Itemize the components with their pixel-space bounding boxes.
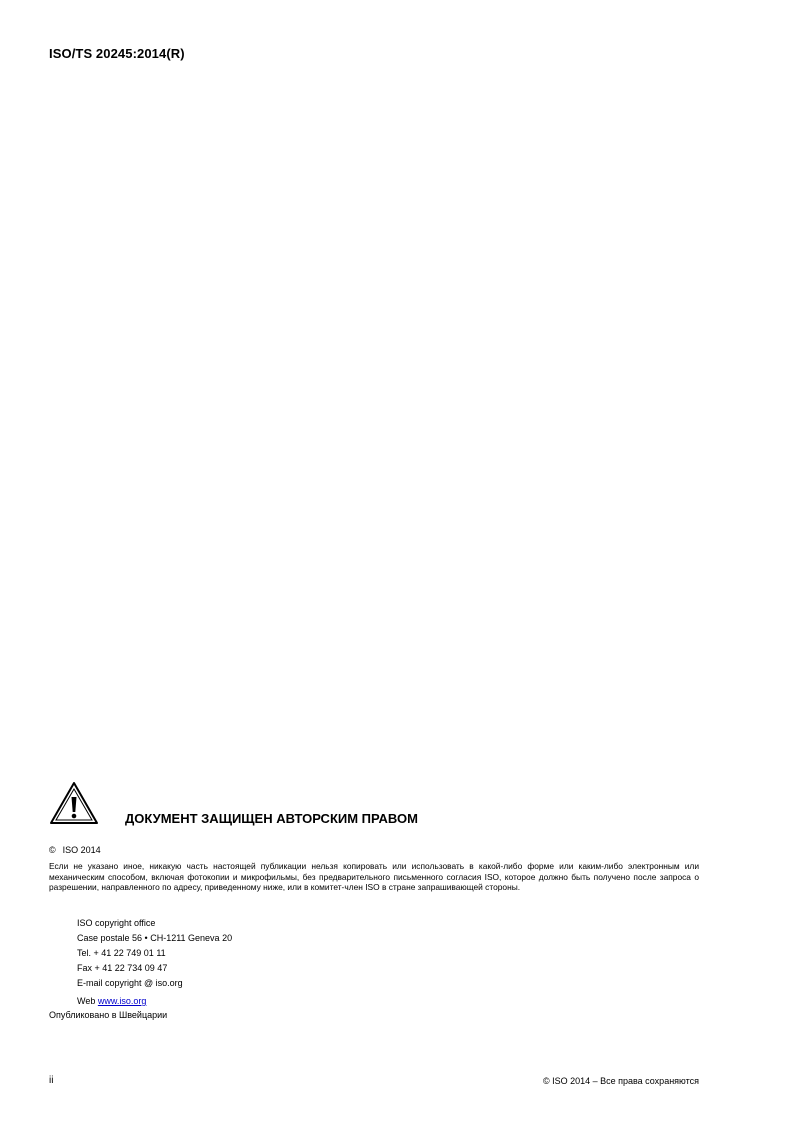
published-in: Опубликовано в Швейцарии — [49, 1010, 168, 1020]
warning-title: ДОКУМЕНТ ЗАЩИЩЕН АВТОРСКИМ ПРАВОМ — [125, 811, 418, 826]
document-id-header: ISO/TS 20245:2014(R) — [49, 46, 185, 61]
address-email: E-mail copyright @ iso.org — [77, 978, 183, 988]
page-number: ii — [49, 1075, 54, 1086]
web-line — [77, 996, 146, 1006]
copyright-text: ISO 2014 — [62, 845, 101, 855]
copyright-notice: Если не указано иное, никакую часть настоящей публикации нельзя копировать или использовать в какой-либо форме или каким-либо электронным или механическим способом, включая фотокопии и микрофильмы, без предварительного письменного согласия ISO, которое должно быть получено после запроса о разрешении, направленного по адресу, приведенному ниже, или в комитет-член ISO в стране запрашивающей стороны. — [49, 861, 699, 893]
warning-triangle-icon — [49, 781, 99, 825]
copyright-symbol: © — [49, 845, 56, 855]
web-link[interactable]: www.iso.org — [97, 996, 147, 1006]
address-office: ISO copyright office — [77, 918, 156, 928]
footer-rights: © ISO 2014 – Все права сохраняются — [542, 1076, 699, 1086]
address-postal: Case postale 56 • CH-1211 Geneva 20 — [77, 933, 233, 943]
address-tel: Tel. + 41 22 749 01 11 — [77, 948, 166, 958]
address-fax: Fax + 41 22 734 09 47 — [77, 963, 168, 973]
web-label: Web — [77, 996, 96, 1006]
iso-address — [77, 916, 232, 991]
copyright-line — [49, 845, 101, 855]
